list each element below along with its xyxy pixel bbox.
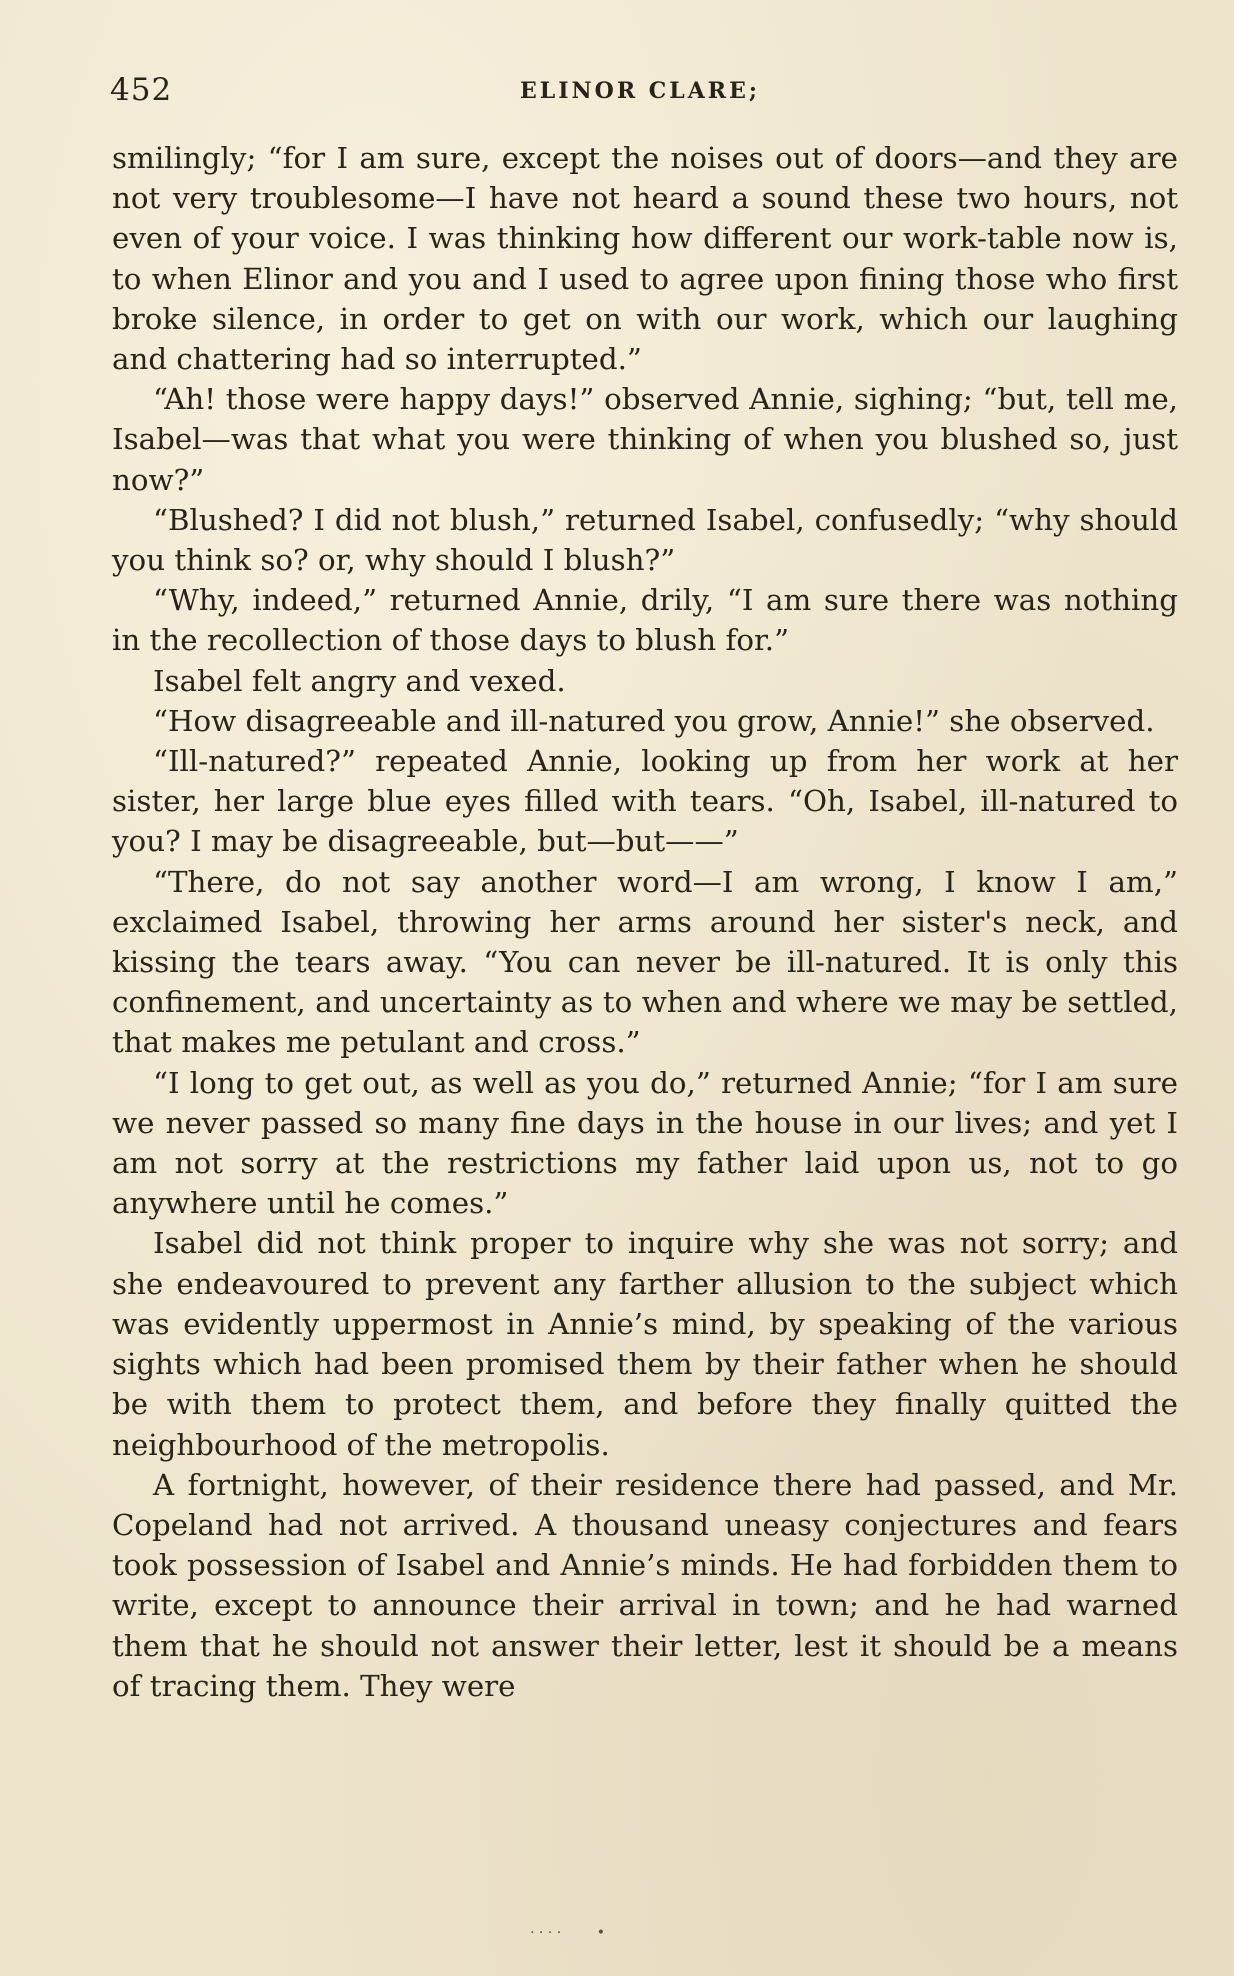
paragraph: Isabel did not think proper to inquire why she was not sorry; and she endeavoured to prevent any farther allusion to the subject which was evidently uppermost in Annie’s mind, by speaking of the various sights which had been promised them by their father when he should be with them to protect them, and before they finally quitted the neighbourhood of the metropolis. xyxy=(112,1226,1178,1462)
print-speck-marks: · · · · • xyxy=(530,1925,606,1941)
running-title: ELINOR CLARE; xyxy=(520,78,760,104)
paragraph: “There, do not say another word—I am wrong, I know I am,” exclaimed Isabel, throwing her arms around her sister's neck, and kissing the tears away. “You can never be ill-natured. It is only this confinement, and uncertainty as to when and where we may be settled, that makes me petulant and cross.” xyxy=(112,864,1178,1060)
paragraph: “Ill-natured?” repeated Annie, looking up from her work at her sister, her large blue eyes filled with tears. “Oh, Isabel, ill-natured to you? I may be disagreeable, but—but——” xyxy=(112,744,1178,859)
paragraph: “I long to get out, as well as you do,” returned Annie; “for I am sure we never passed so many fine days in the house in our lives; and yet I am not sorry at the restrictions my father laid upon us, not to go anywhere until he comes.” xyxy=(112,1065,1178,1221)
paragraph: smilingly; “for I am sure, except the noises out of doors—and they are not very troublesome—I have not heard a sound these two hours, not even of your voice. I was thinking how different our work-table now is, to when Elinor and you and I used to agree upon fining those who first broke silence, in order to get on with our work, which our laughing and chattering had so interrupted.” xyxy=(112,141,1178,377)
paragraph: Isabel felt angry and vexed. xyxy=(153,663,566,698)
paragraph: “How disagreeable and ill-natured you grow, Annie!” she observed. xyxy=(153,703,1155,738)
page-number: 452 xyxy=(110,72,173,108)
paragraph: “Why, indeed,” returned Annie, drily, “I am sure there was nothing in the recollection of those days to blush for.” xyxy=(112,583,1178,658)
running-head xyxy=(110,72,1170,112)
paragraph: “Ah! those were happy days!” observed Annie, sighing; “but, tell me, Isabel—was that what you were thinking of when you blushed so, just now?” xyxy=(112,382,1178,497)
paragraph: “Blushed? I did not blush,” returned Isabel, confusedly; “why should you think so? or, why should I blush?” xyxy=(112,502,1178,578)
paragraph: A fortnight, however, of their residence there had passed, and Mr. Copeland had not arrived. A thousand uneasy conjectures and fears took possession of Isabel and Annie’s minds. He had forbidden them to write, except to announce their arrival in town; and he had warned them that he should not answer their letter, lest it should be a means of tracing them. They were xyxy=(112,1467,1178,1703)
body-text xyxy=(112,138,1178,1706)
